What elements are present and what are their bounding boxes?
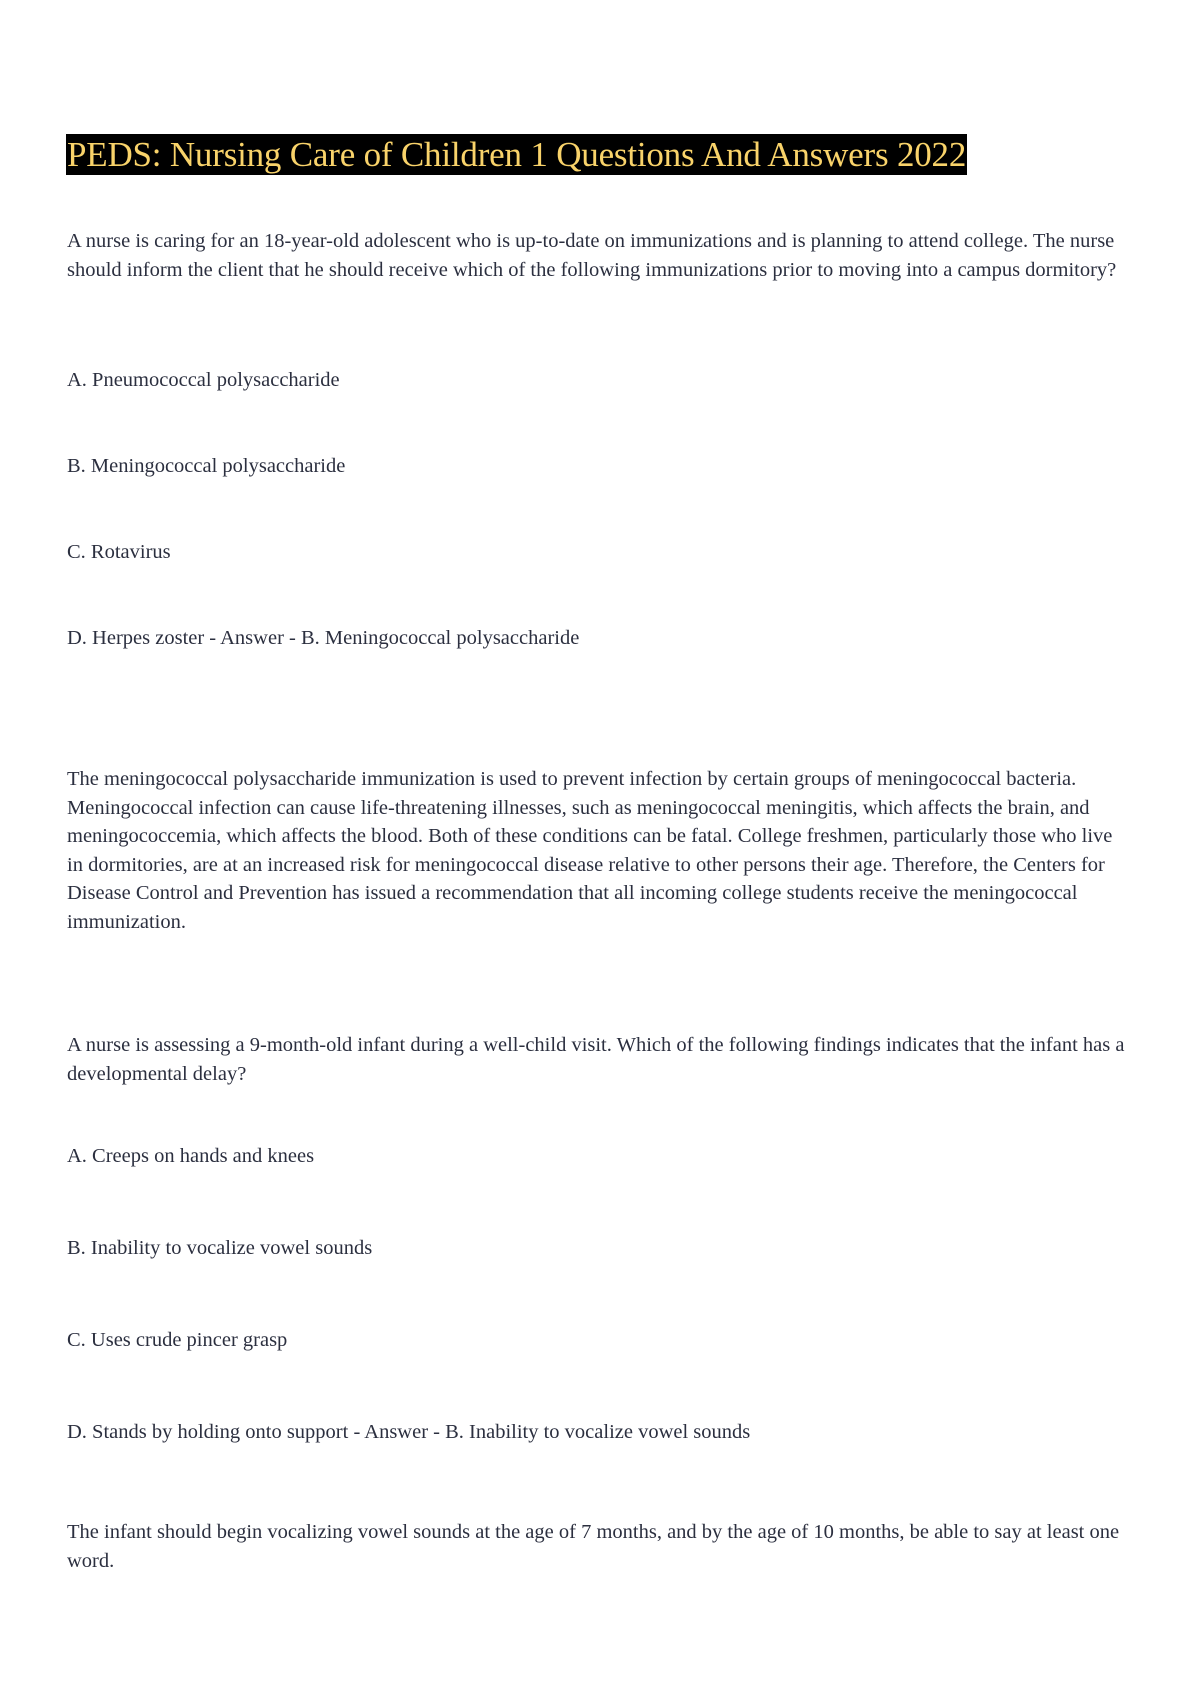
question-1-option-a: A. Pneumococcal polysaccharide bbox=[67, 369, 340, 391]
question-1-option-b: B. Meningococcal polysaccharide bbox=[67, 455, 346, 477]
question-1-option-c: C. Rotavirus bbox=[67, 541, 171, 563]
question-1-option-d-answer: D. Herpes zoster - Answer - B. Meningococcal polysaccharide bbox=[67, 627, 580, 649]
question-2-stem: A nurse is assessing a 9-month-old infant during a well-child visit. Which of the following findings indicates that the infant has a developmental delay? bbox=[67, 1034, 1125, 1085]
question-1-rationale: The meningococcal polysaccharide immunization is used to prevent infection by certain groups of meningococcal bacteria. Meningococcal infection can cause life-threatening illnesses, such as meningococcal meningitis, which affects the brain, and meningococcemia, which affects the blood. Both of these conditions can be fatal. College freshmen, particularly those who live in dormitories, are at an increased risk for meningococcal disease relative to other persons their age. Therefore, the Centers for Disease Control and Prevention has issued a recommendation that all incoming college students receive the meningococcal immunization. bbox=[67, 768, 1113, 933]
question-2-rationale: The infant should begin vocalizing vowel sounds at the age of 7 months, and by the age of 10 months, be able to say at least one word. bbox=[67, 1521, 1120, 1572]
question-1-stem: A nurse is caring for an 18-year-old adolescent who is up-to-date on immunizations and is planning to attend college. The nurse should inform the client that he should receive which of the following immunizations prior to moving into a campus dormitory? bbox=[67, 230, 1117, 281]
question-2-option-d-answer: D. Stands by holding onto support - Answer - B. Inability to vocalize vowel sounds bbox=[67, 1421, 751, 1443]
question-2-option-a: A. Creeps on hands and knees bbox=[67, 1145, 315, 1167]
document-title: PEDS: Nursing Care of Children 1 Questions And Answers 2022 bbox=[67, 135, 967, 174]
question-2-option-b: B. Inability to vocalize vowel sounds bbox=[67, 1237, 373, 1259]
question-2-option-c: C. Uses crude pincer grasp bbox=[67, 1329, 288, 1351]
